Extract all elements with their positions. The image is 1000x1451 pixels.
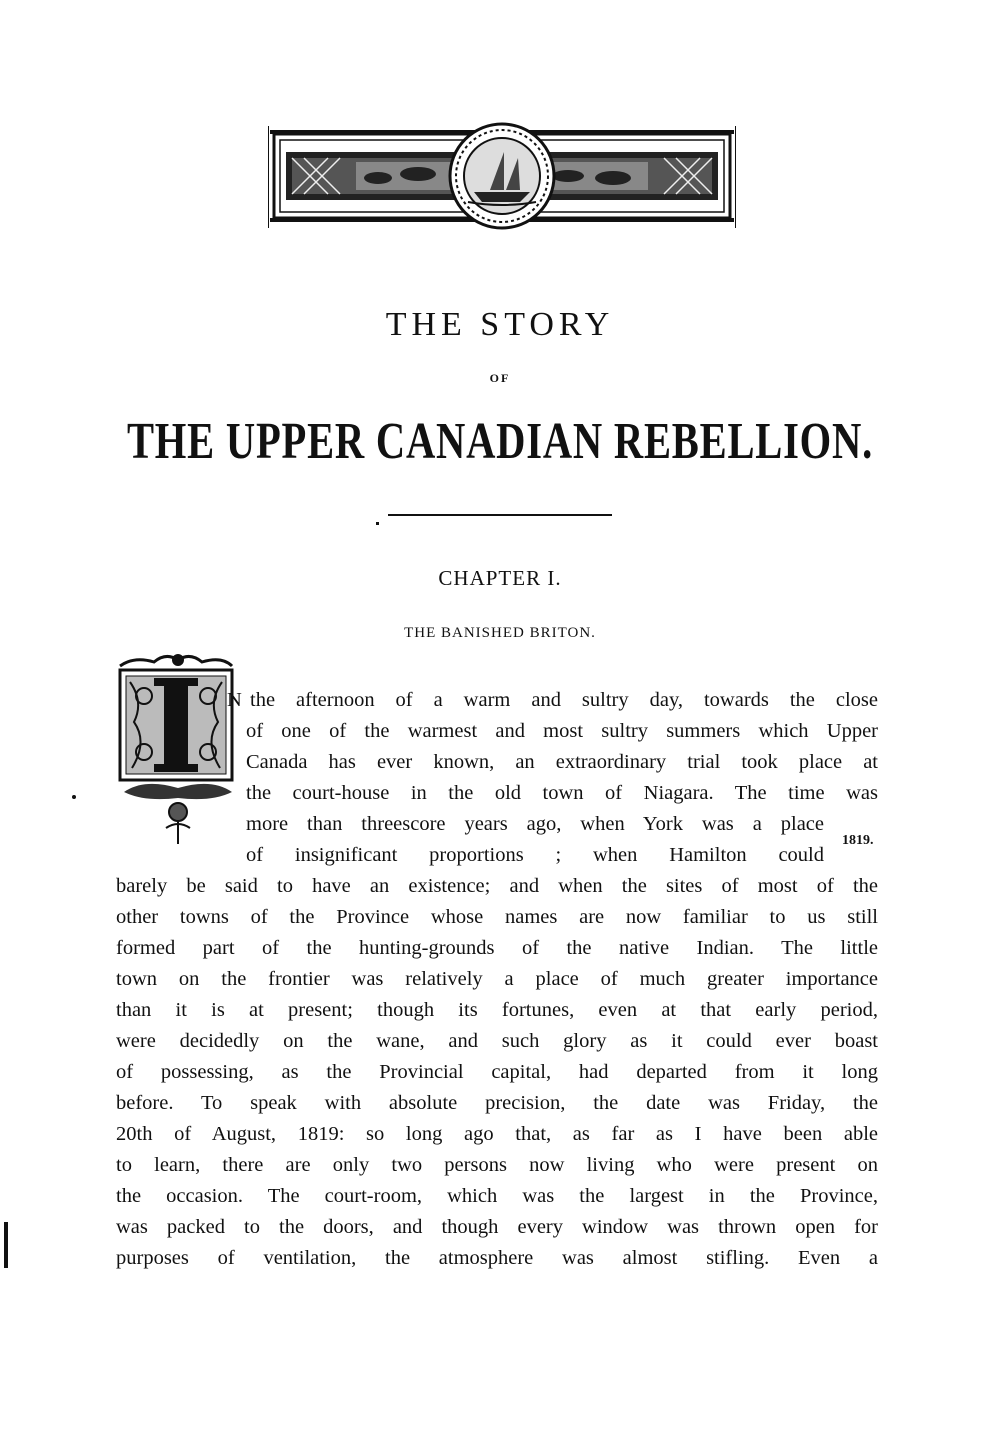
body-line: of insignificant proportions ; when Hamilton could	[246, 844, 824, 866]
body-line: more than threescore years ago, when York was a place	[246, 813, 824, 835]
body-line: 20th of August, 1819: so long ago that, as far as I have been able	[116, 1123, 878, 1145]
marginal-date-note: 1819.	[842, 833, 874, 848]
body-line: purposes of ventilation, the atmosphere was almost stifling. Even a	[116, 1247, 878, 1269]
body-line: barely be said to have an existence; and when the sites of most of the	[116, 875, 878, 897]
body-line: the court-house in the old town of Niagara. The time was	[246, 782, 878, 804]
title-line-2: THE UPPER CANADIAN REBELLION.	[126, 413, 874, 470]
scan-edge-mark	[4, 1222, 8, 1268]
body-line: the occasion. The court-room, which was the largest in the Province,	[116, 1185, 878, 1207]
chapter-number: CHAPTER I.	[438, 566, 562, 590]
body-line: Canada has ever known, an extraordinary trial took place at	[246, 751, 878, 773]
body-line: than it is at present; though its fortunes, even at that early period,	[116, 999, 878, 1021]
body-line: to learn, there are only two persons now living who were present on	[116, 1154, 878, 1176]
body-line: the afternoon of a warm and sultry day, towards the close	[250, 689, 878, 711]
body-line: of one of the warmest and most sultry summers which Upper	[246, 720, 878, 742]
body-line: formed part of the hunting-grounds of the native Indian. The little	[116, 937, 878, 959]
body-line: before. To speak with absolute precision, the date was Friday, the	[116, 1092, 878, 1114]
body-line: were decidedly on the wane, and such glory as it could ever boast	[116, 1030, 878, 1052]
title-of: OF	[489, 371, 511, 385]
body-line: other towns of the Province whose names are now familiar to us still	[116, 906, 878, 928]
body-line: town on the frontier was relatively a place of much greater importance	[116, 968, 878, 990]
scan-speck	[72, 795, 76, 799]
title-line-1: THE STORY	[385, 306, 615, 343]
body-line: of possessing, as the Provincial capital, had departed from it long	[116, 1061, 878, 1083]
chapter-title: THE BANISHED BRITON.	[404, 625, 596, 641]
body-line: was packed to the doors, and though every window was thrown open for	[116, 1216, 878, 1238]
dropcap-lead-letter: N	[227, 689, 242, 711]
scan-speck	[376, 522, 379, 525]
